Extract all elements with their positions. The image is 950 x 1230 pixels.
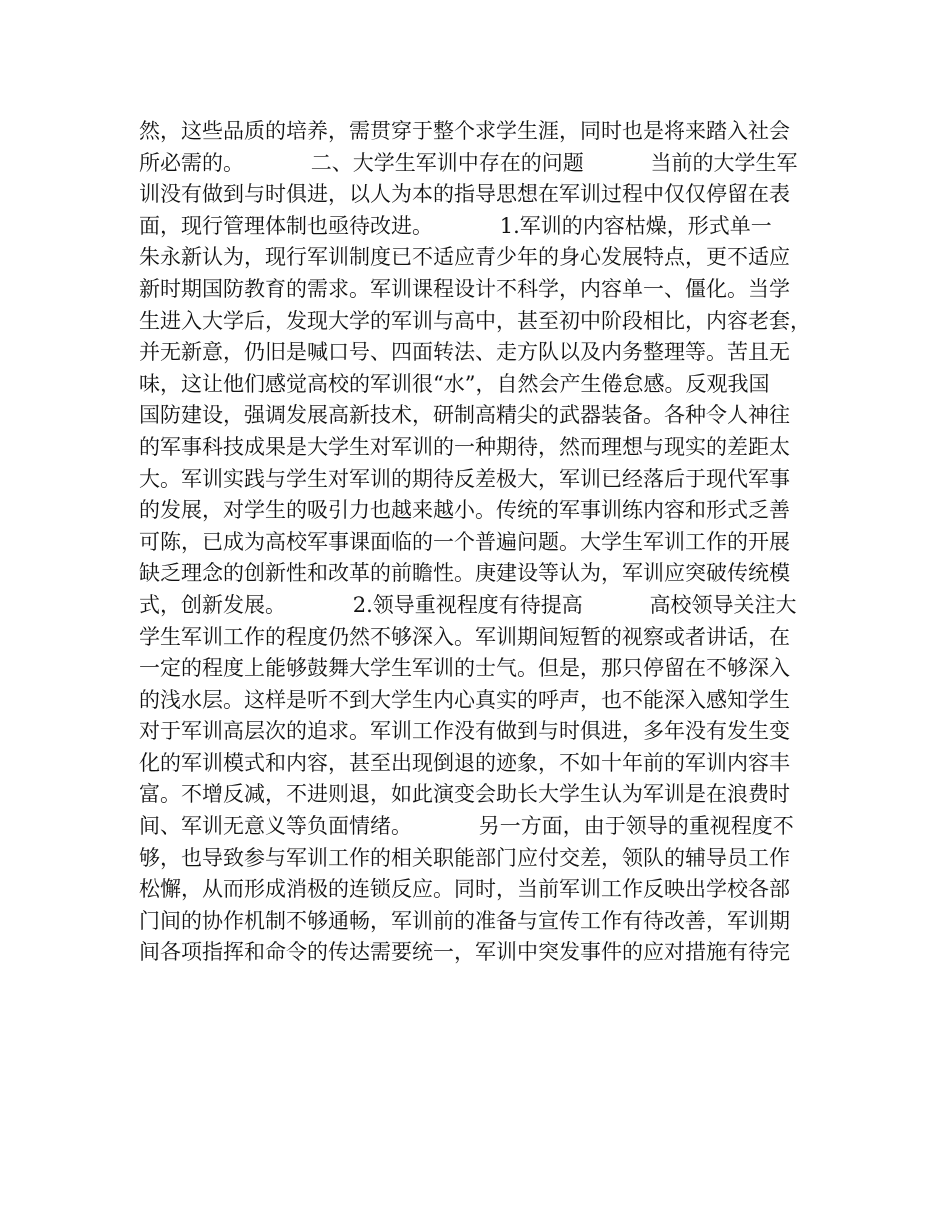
text-line: 并无新意，仍旧是喊口号、四面转法、走方队以及内务整理等。苦且无: [139, 340, 790, 365]
text-line: 可陈，已成为高校军事课面临的一个普遍问题。大学生军训工作的开展: [139, 529, 790, 554]
text-line: 新时期国防教育的需求。军训课程设计不科学，内容单一、僵化。当学: [139, 276, 790, 301]
text-line: 的浅水层。这样是听不到大学生内心真实的呼声，也不能深入感知学生: [139, 687, 790, 712]
text-line: 生进入大学后，发现大学的军训与高中，甚至初中阶段相比，内容老套，: [139, 308, 811, 333]
text-line: 门间的协作机制不够通畅，军训前的准备与宣传工作有待改善，军训期: [139, 908, 790, 933]
text-line: 富。不增反减，不进则退，如此演变会助长大学生认为军训是在浪费时: [139, 782, 790, 807]
text-line: 朱永新认为，现行军训制度已不适应青少年的身心发展特点，更不适应: [139, 245, 790, 270]
text-line: 学生军训工作的程度仍然不够深入。军训期间短暂的视察或者讲话，在: [139, 624, 790, 649]
text-line: 缺乏理念的创新性和改革的前瞻性。庚建设等认为，军训应突破传统模: [139, 561, 790, 586]
text-line: 够，也导致参与军训工作的相关职能部门应付交差，领队的辅导员工作: [139, 845, 790, 870]
body-text: [139, 116, 819, 969]
text-line: 松懈，从而形成消极的连锁反应。同时，当前军训工作反映出学校各部: [139, 877, 790, 902]
text-line: 所必需的。 二、大学生军训中存在的问题 当前的大学生军: [139, 150, 798, 175]
text-line: 对于军训高层次的追求。军训工作没有做到与时俱进，多年没有发生变: [139, 719, 790, 744]
text-line: 然，这些品质的培养，需贯穿于整个求学生涯，同时也是将来踏入社会: [139, 119, 790, 143]
text-line: 式，创新发展。 2.领导重视程度有待提高 高校领导关注大: [139, 592, 797, 617]
text-line: 大。军训实践与学生对军训的期待反差极大，军训已经落后于现代军事: [139, 466, 790, 491]
text-line: 间各项指挥和命令的传达需要统一，军训中突发事件的应对措施有待完: [139, 940, 790, 965]
text-line: 间、军训无意义等负面情绪。 另一方面，由于领导的重视程度不: [139, 814, 794, 839]
text-line: 的发展，对学生的吸引力也越来越小。传统的军事训练内容和形式乏善: [139, 498, 790, 523]
text-line: 一定的程度上能够鼓舞大学生军训的士气。但是，那只停留在不够深入: [139, 656, 790, 681]
text-line: 化的军训模式和内容，甚至出现倒退的迹象，不如十年前的军训内容丰: [139, 750, 790, 775]
text-line: 训没有做到与时俱进，以人为本的指导思想在军训过程中仅仅停留在表: [139, 182, 790, 207]
text-line: 的军事科技成果是大学生对军训的一种期待，然而理想与现实的差距太: [139, 434, 790, 459]
text-line: 味，这让他们感觉高校的军训很“水”，自然会产生倦怠感。反观我国: [139, 371, 770, 396]
text-line: 国防建设，强调发展高新技术，研制高精尖的武器装备。各种令人神往: [139, 403, 790, 428]
text-line: 面，现行管理体制也亟待改进。 1.军训的内容枯燥，形式单一: [139, 213, 772, 238]
